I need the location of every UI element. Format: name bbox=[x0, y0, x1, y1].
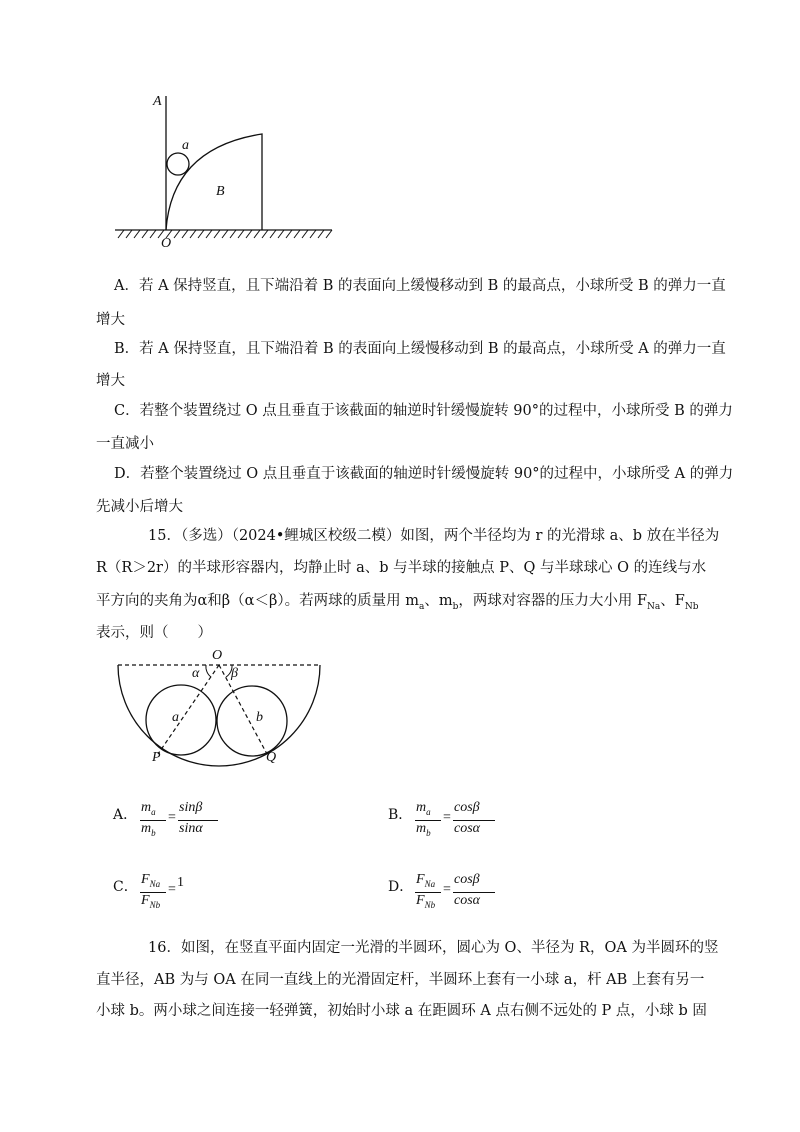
ball-a bbox=[167, 153, 189, 175]
q15-line2: R（R＞2r）的半球形容器内，均静止时 a、b 与半球的接触点 P、Q 与半球球心 O 的连线与水 bbox=[96, 560, 707, 576]
q16-line1: 16．如图，在竖直平面内固定一光滑的半圆环，圆心为 O、半径为 R，OA 为半圆环的竖 bbox=[148, 940, 719, 956]
option-c-line2: 一直减小 bbox=[96, 436, 154, 452]
label-Q: Q bbox=[266, 750, 277, 765]
q15-line4: 表示，则（ ） bbox=[96, 625, 212, 641]
q15-option-b: B． $m_a$ $m_b$ = cosβ cosα bbox=[388, 800, 508, 844]
label-sphere-b: b bbox=[256, 710, 263, 725]
option-d-line2: 先减小后增大 bbox=[96, 499, 183, 515]
q16-line2: 直半径，AB 为与 OA 在同一直线上的光滑固定杆，半圆环上套有一小球 a，杆 AB 上套有另一 bbox=[96, 972, 705, 988]
option-c-line1: C．若整个装置绕过 O 点且垂直于该截面的轴逆时针缓慢旋转 90°的过程中，小球所受 B 的弹力 bbox=[114, 403, 733, 419]
q15-option-c: C． $F_{Na}$ $F_{Nb}$ = 1 bbox=[113, 872, 184, 910]
option-a-line2: 增大 bbox=[96, 312, 125, 328]
q16-line3: 小球 b。两小球之间连接一轻弹簧，初始时小球 a 在距圆环 A 点右侧不远处的 P 点，小球 b 固 bbox=[96, 1003, 707, 1019]
q15-line1: 15．（多选）（2024•鲤城区校级二模）如图，两个半径均为 r 的光滑球 a、b 放在半径为 bbox=[148, 528, 720, 544]
option-b-line2: 增大 bbox=[96, 373, 125, 389]
sphere-b bbox=[217, 686, 287, 756]
figure-wall-block bbox=[110, 88, 340, 258]
option-d-line1: D．若整个装置绕过 O 点且垂直于该截面的轴逆时针缓慢旋转 90°的过程中，小球所受 A 的弹力 bbox=[114, 466, 734, 482]
label-center-O: O bbox=[212, 648, 223, 663]
label-O: O bbox=[161, 236, 172, 251]
q15-option-d: D． $F_{Na}$ $F_{Nb}$ = cosβ cosα bbox=[388, 872, 508, 916]
block-b bbox=[166, 134, 262, 230]
label-beta: β bbox=[231, 666, 238, 681]
label-P: P bbox=[152, 750, 161, 765]
figure-hemisphere bbox=[112, 655, 327, 775]
option-a-line1: A．若 A 保持竖直，且下端沿着 B 的表面向上缓慢移动到 B 的最高点，小球所受 B 的弹力一直 bbox=[114, 278, 726, 294]
option-b-line1: B．若 A 保持竖直，且下端沿着 B 的表面向上缓慢移动到 B 的最高点，小球所受 A 的弹力一直 bbox=[114, 341, 726, 357]
label-A: A bbox=[153, 94, 162, 109]
q15-line3: 平方向的夹角为α和β（α＜β）。若两球的质量用 $m_a$、$m_b$，两球对容器的压力大小用 $F_{Na}$、$F_{Nb}$ bbox=[96, 593, 699, 612]
label-B: B bbox=[216, 184, 225, 199]
label-alpha: α bbox=[192, 666, 200, 681]
label-sphere-a: a bbox=[172, 710, 179, 725]
q15-option-a: A． $m_a$ $m_b$ = sinβ sinα bbox=[113, 800, 233, 844]
label-ball-a: a bbox=[182, 138, 189, 153]
container-hemisphere bbox=[118, 665, 320, 766]
